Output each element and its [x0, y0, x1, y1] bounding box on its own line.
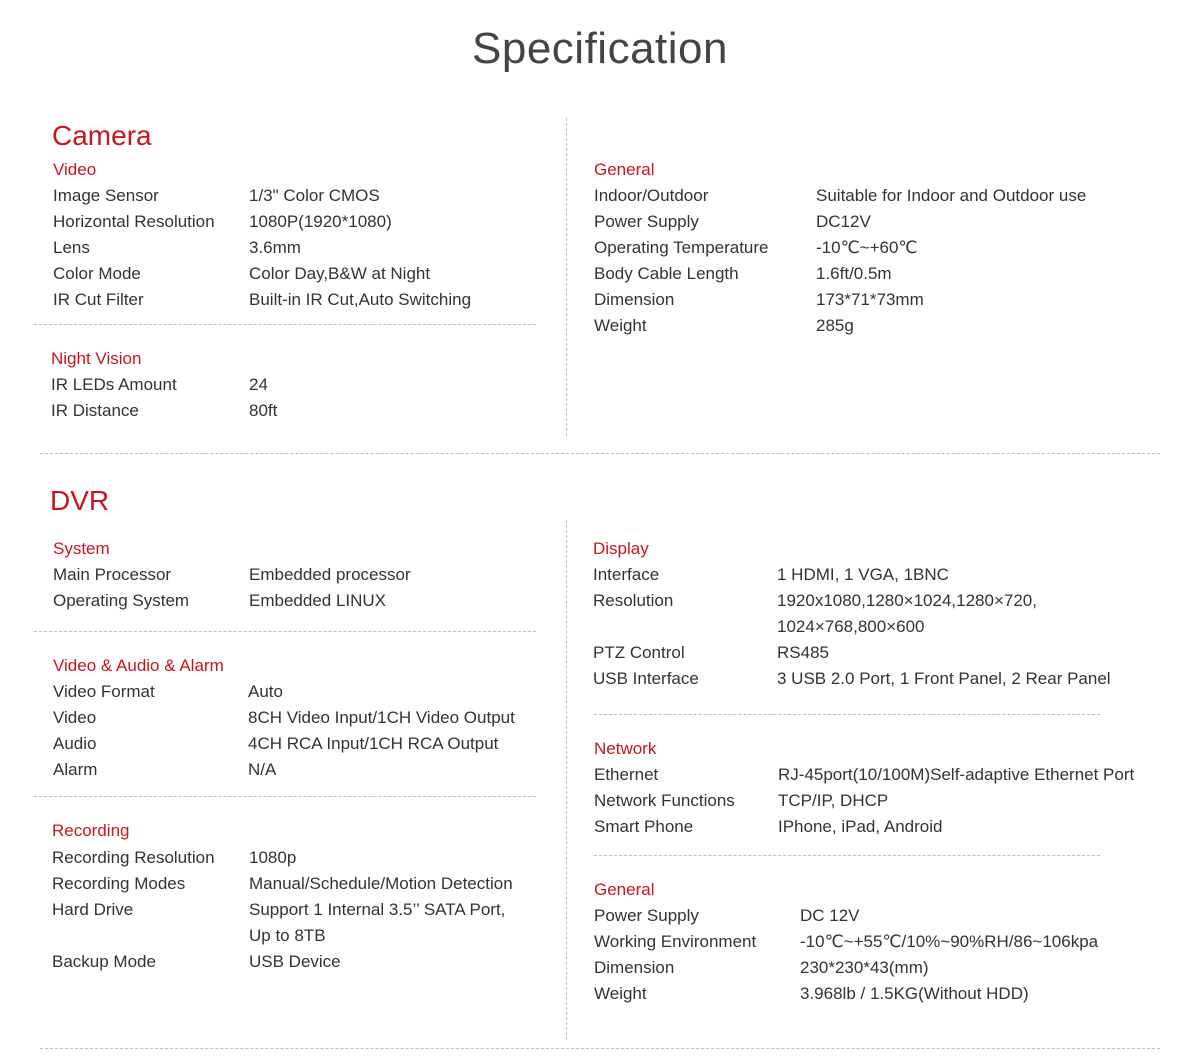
spec-value: 230*230*43(mm) — [800, 958, 929, 977]
divider — [34, 796, 536, 797]
spec-value: Embedded processor — [249, 565, 411, 584]
spec-label: Main Processor — [53, 565, 172, 584]
spec-value: 1080p — [249, 848, 297, 867]
dvr-network-heading: Network — [594, 739, 657, 758]
spec-value: 1/3" Color CMOS — [249, 186, 380, 205]
spec-value: 3.6mm — [249, 238, 301, 257]
spec-value: 8CH Video Input/1CH Video Output — [248, 708, 515, 727]
spec-label: Network Functions — [594, 791, 735, 810]
dvr-recording-heading: Recording — [52, 821, 130, 840]
divider — [594, 855, 1100, 856]
spec-label: USB Interface — [593, 669, 699, 688]
spec-value: Built-in IR Cut,Auto Switching — [249, 290, 472, 309]
spec-value: 1.6ft/0.5m — [816, 264, 892, 283]
spec-value: 1 HDMI, 1 VGA, 1BNC — [777, 565, 949, 584]
spec-label: Alarm — [53, 760, 98, 779]
spec-label: Dimension — [594, 290, 675, 309]
spec-label: Lens — [53, 238, 90, 257]
section-divider — [40, 1048, 1160, 1049]
camera-video-heading: Video — [53, 160, 97, 179]
spec-label: Resolution — [593, 591, 674, 610]
spec-label: Operating Temperature — [594, 238, 769, 257]
column-divider — [566, 520, 567, 1040]
camera-general-heading: General — [594, 160, 655, 179]
spec-label: IR LEDs Amount — [51, 375, 177, 394]
spec-value: 24 — [249, 375, 268, 394]
spec-label: Operating System — [53, 591, 190, 610]
spec-value: 1080P(1920*1080) — [249, 212, 392, 231]
spec-label: Hard Drive — [52, 900, 134, 919]
spec-label: Power Supply — [594, 212, 699, 231]
spec-value: 4CH RCA Input/1CH RCA Output — [248, 734, 499, 753]
spec-label: Ethernet — [594, 765, 659, 784]
spec-value: -10℃~+55℃/10%~90%RH/86~106kpa — [800, 932, 1099, 951]
spec-label: Video — [53, 708, 97, 727]
spec-label: Interface — [593, 565, 660, 584]
dvr-display-heading: Display — [593, 539, 649, 558]
dvr-system-heading: System — [53, 539, 110, 558]
spec-value: IPhone, iPad, Android — [778, 817, 943, 836]
spec-label: Weight — [594, 984, 647, 1003]
spec-value: USB Device — [249, 952, 341, 971]
spec-value: -10℃~+60℃ — [816, 238, 918, 257]
spec-value: Auto — [248, 682, 283, 701]
page-title: Specification — [472, 24, 728, 73]
spec-label: Recording Modes — [52, 874, 186, 893]
spec-value: 3 USB 2.0 Port, 1 Front Panel, 2 Rear Panel — [777, 669, 1111, 688]
spec-label: Backup Mode — [52, 952, 156, 971]
spec-label: Video Format — [53, 682, 155, 701]
spec-value: Suitable for Indoor and Outdoor use — [816, 186, 1087, 205]
spec-label: IR Cut Filter — [53, 290, 144, 309]
dvr-section-title: DVR — [50, 485, 110, 516]
spec-value: Color Day,B&W at Night — [249, 264, 431, 283]
spec-value: TCP/IP, DHCP — [778, 791, 889, 810]
spec-value: Manual/Schedule/Motion Detection — [249, 874, 513, 893]
spec-label: Recording Resolution — [52, 848, 215, 867]
column-divider — [566, 118, 567, 436]
spec-value: DC12V — [816, 212, 871, 231]
spec-value: 1024×768,800×600 — [777, 617, 925, 636]
spec-label: Smart Phone — [594, 817, 694, 836]
spec-label: Audio — [53, 734, 97, 753]
spec-value: DC 12V — [800, 906, 860, 925]
spec-value: RJ-45port(10/100M)Self-adaptive Ethernet Port — [778, 765, 1135, 784]
spec-label: Weight — [594, 316, 647, 335]
divider — [34, 631, 536, 632]
spec-value: N/A — [248, 760, 277, 779]
spec-value: 285g — [816, 316, 854, 335]
dvr-general-heading: General — [594, 880, 655, 899]
spec-value: 1920x1080,1280×1024,1280×720, — [777, 591, 1037, 610]
spec-label: Working Environment — [594, 932, 757, 951]
camera-night-vision-heading: Night Vision — [51, 349, 142, 368]
spec-label: Color Mode — [53, 264, 141, 283]
spec-label: Indoor/Outdoor — [594, 186, 709, 205]
section-divider — [40, 453, 1160, 454]
spec-label: Horizontal Resolution — [53, 212, 215, 231]
spec-value: Embedded LINUX — [249, 591, 387, 610]
camera-section-title: Camera — [52, 120, 152, 151]
spec-value: RS485 — [777, 643, 829, 662]
spec-value: Up to 8TB — [249, 926, 326, 945]
spec-label: Power Supply — [594, 906, 699, 925]
spec-label: IR Distance — [51, 401, 139, 420]
divider — [594, 714, 1100, 715]
spec-label: PTZ Control — [593, 643, 685, 662]
spec-value: 3.968lb / 1.5KG(Without HDD) — [800, 984, 1029, 1003]
spec-label: Dimension — [594, 958, 675, 977]
divider — [34, 324, 536, 325]
spec-value: 80ft — [249, 401, 278, 420]
spec-value: 173*71*73mm — [816, 290, 924, 309]
spec-label: Body Cable Length — [594, 264, 739, 283]
dvr-video-audio-alarm-heading: Video & Audio & Alarm — [53, 656, 224, 675]
spec-label: Image Sensor — [53, 186, 159, 205]
spec-value: Support 1 Internal 3.5’’ SATA Port, — [249, 900, 506, 919]
